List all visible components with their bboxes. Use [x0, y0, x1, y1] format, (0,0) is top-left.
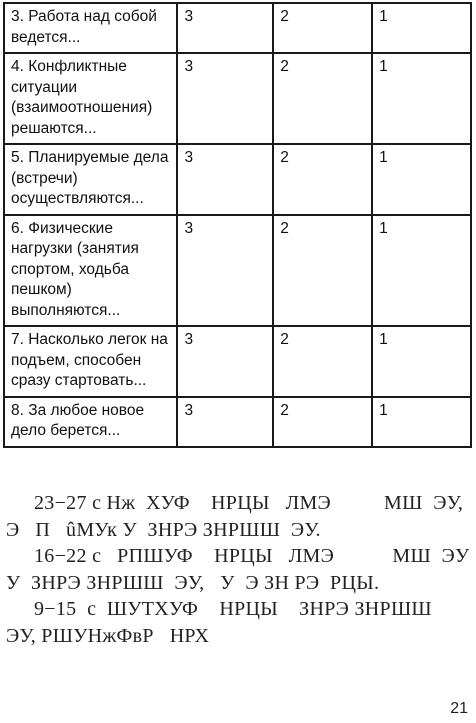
question-cell: 8. За любое новое дело берется... — [4, 397, 177, 447]
question-cell: 6. Физические нагрузки (занятия спортом, ходьба пешком) выполняются... — [4, 215, 177, 327]
score-cell: 1 — [372, 215, 471, 327]
score-cell: 1 — [372, 397, 471, 447]
score-cell: 3 — [177, 397, 273, 447]
score-cell: 2 — [273, 397, 372, 447]
score-cell: 2 — [273, 215, 372, 327]
result-paragraph: 9−15 с ШУТХУФ НРЦЫ ЗНРЭ ЗНРШШ ЭУ, РШУНжФвР НРХ — [6, 598, 443, 647]
score-cell: 3 — [177, 144, 273, 215]
score-cell: 1 — [372, 53, 471, 144]
score-cell: 2 — [273, 326, 372, 397]
question-cell: 7. Насколько легок на подъем, способен сразу стартовать... — [4, 326, 177, 397]
score-cell: 1 — [372, 144, 471, 215]
table-row — [4, 144, 471, 215]
score-cell: 3 — [177, 53, 273, 144]
table-row — [4, 215, 471, 327]
question-cell: 3. Работа над собой ведется... — [4, 3, 177, 53]
score-cell: 2 — [273, 144, 372, 215]
score-cell: 3 — [177, 326, 273, 397]
page-number: 21 — [450, 700, 468, 717]
question-cell: 5. Планируемые дела (встречи) осуществляются... — [4, 144, 177, 215]
score-cell: 3 — [177, 215, 273, 327]
table-row — [4, 53, 471, 144]
score-cell: 2 — [273, 53, 372, 144]
score-cell: 3 — [177, 3, 273, 53]
results-text — [6, 490, 475, 649]
table-row — [4, 397, 471, 447]
score-cell: 2 — [273, 3, 372, 53]
table-row — [4, 3, 471, 53]
score-cell: 1 — [372, 326, 471, 397]
result-paragraph: 23−27 с Нж ХУФ НРЦЫ ЛМЭ МШ ЭУ, Э П ûМУк У ЗНРЭ ЗНРШШ ЭУ. — [6, 492, 469, 541]
question-cell: 4. Конфликтные ситуации (взаимоотношения) решаются... — [4, 53, 177, 144]
score-cell: 1 — [372, 3, 471, 53]
table-row — [4, 326, 471, 397]
questionnaire-table — [3, 2, 472, 448]
result-paragraph: 16−22 с РПШУФ НРЦЫ ЛМЭ МШ ЭУ У ЗНРЭ ЗНРШШ ЭУ, У Э ЗН РЭ РЦЫ. — [6, 545, 475, 594]
